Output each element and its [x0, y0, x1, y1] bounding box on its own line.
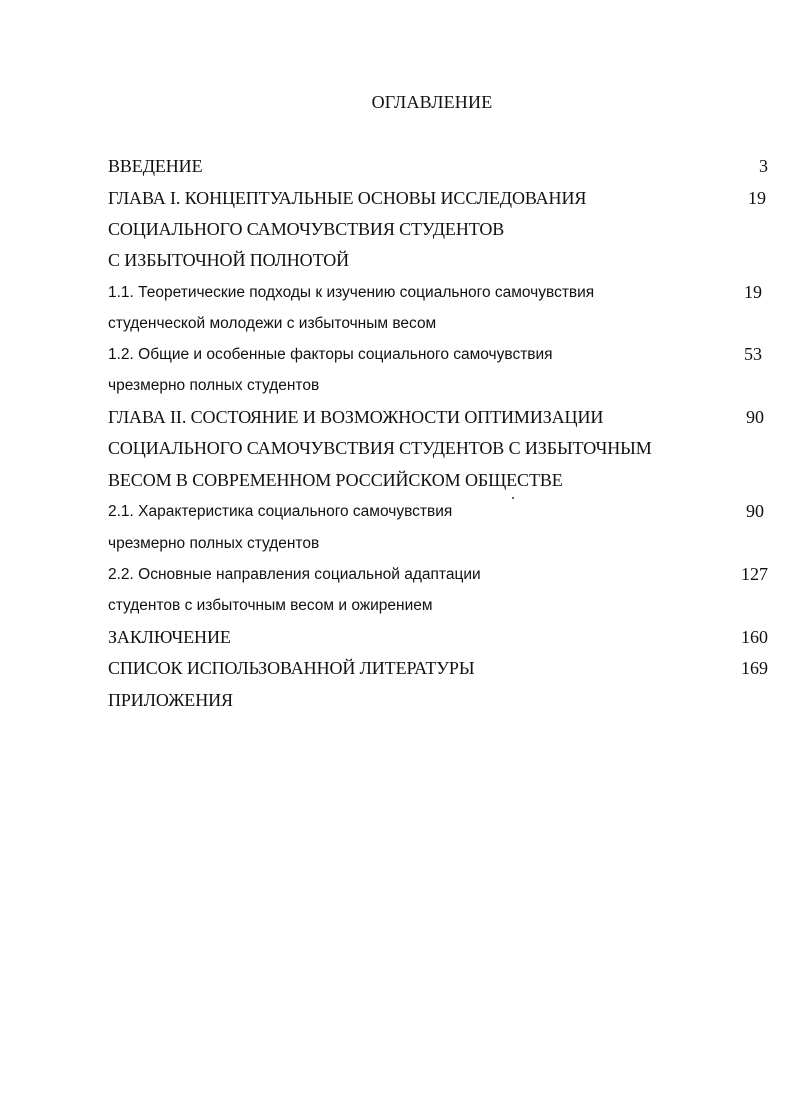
toc-entry-text: 1.1. Теоретические подходы к изучению социального самочувствия: [108, 284, 595, 301]
toc-entry-page: 127: [741, 564, 768, 584]
toc-entry-page: 3: [759, 156, 768, 176]
scan-speck: [512, 497, 514, 499]
toc-entry-text: 1.2. Общие и особенные факторы социального самочувствия: [108, 346, 553, 363]
toc-entry-text: ГЛАВА I. КОНЦЕПТУАЛЬНЫЕ ОСНОВЫ ИССЛЕДОВАНИЯ: [108, 188, 587, 208]
toc-entry-text: ВВЕДЕНИЕ: [108, 156, 203, 176]
toc-entry-text: чрезмерно полных студентов: [108, 535, 320, 552]
toc-entry-text: СОЦИАЛЬНОГО САМОЧУВСТВИЯ СТУДЕНТОВ С ИЗБЫТОЧНЫМ: [108, 438, 652, 458]
toc-entry-text: СПИСОК ИСПОЛЬЗОВАННОЙ ЛИТЕРАТУРЫ: [108, 658, 475, 678]
toc-entry-text: ЗАКЛЮЧЕНИЕ: [108, 627, 231, 647]
toc-entry-text: ГЛАВА II. СОСТОЯНИЕ И ВОЗМОЖНОСТИ ОПТИМИЗАЦИИ: [108, 407, 604, 427]
toc-entry-text: СОЦИАЛЬНОГО САМОЧУВСТВИЯ СТУДЕНТОВ: [108, 219, 505, 239]
toc-entry-page: 19: [744, 282, 762, 302]
toc-entry-page: 90: [746, 407, 764, 427]
toc-title: ОГЛАВЛЕНИЕ: [371, 92, 493, 112]
toc-entry-text: студенческой молодежи с избыточным весом: [108, 315, 437, 332]
toc-entry-text: С ИЗБЫТОЧНОЙ ПОЛНОТОЙ: [108, 250, 350, 270]
toc-entry-text: 2.1. Характеристика социального самочувствия: [108, 503, 453, 520]
toc-entry-text: студентов с избыточным весом и ожирением: [108, 597, 433, 614]
toc-entry-page: 169: [741, 658, 768, 678]
toc-entry-text: ПРИЛОЖЕНИЯ: [108, 690, 233, 710]
toc-entry-page: 160: [741, 627, 768, 647]
toc-entry-page: 90: [746, 501, 764, 521]
toc-entry-page: 53: [744, 344, 762, 364]
toc-entry-text: чрезмерно полных студентов: [108, 377, 320, 394]
toc-entry-text: 2.2. Основные направления социальной адаптации: [108, 566, 481, 583]
toc-entry-text: ВЕСОМ В СОВРЕМЕННОМ РОССИЙСКОМ ОБЩЕСТВЕ: [108, 470, 563, 490]
toc-entry-page: 19: [748, 188, 766, 208]
